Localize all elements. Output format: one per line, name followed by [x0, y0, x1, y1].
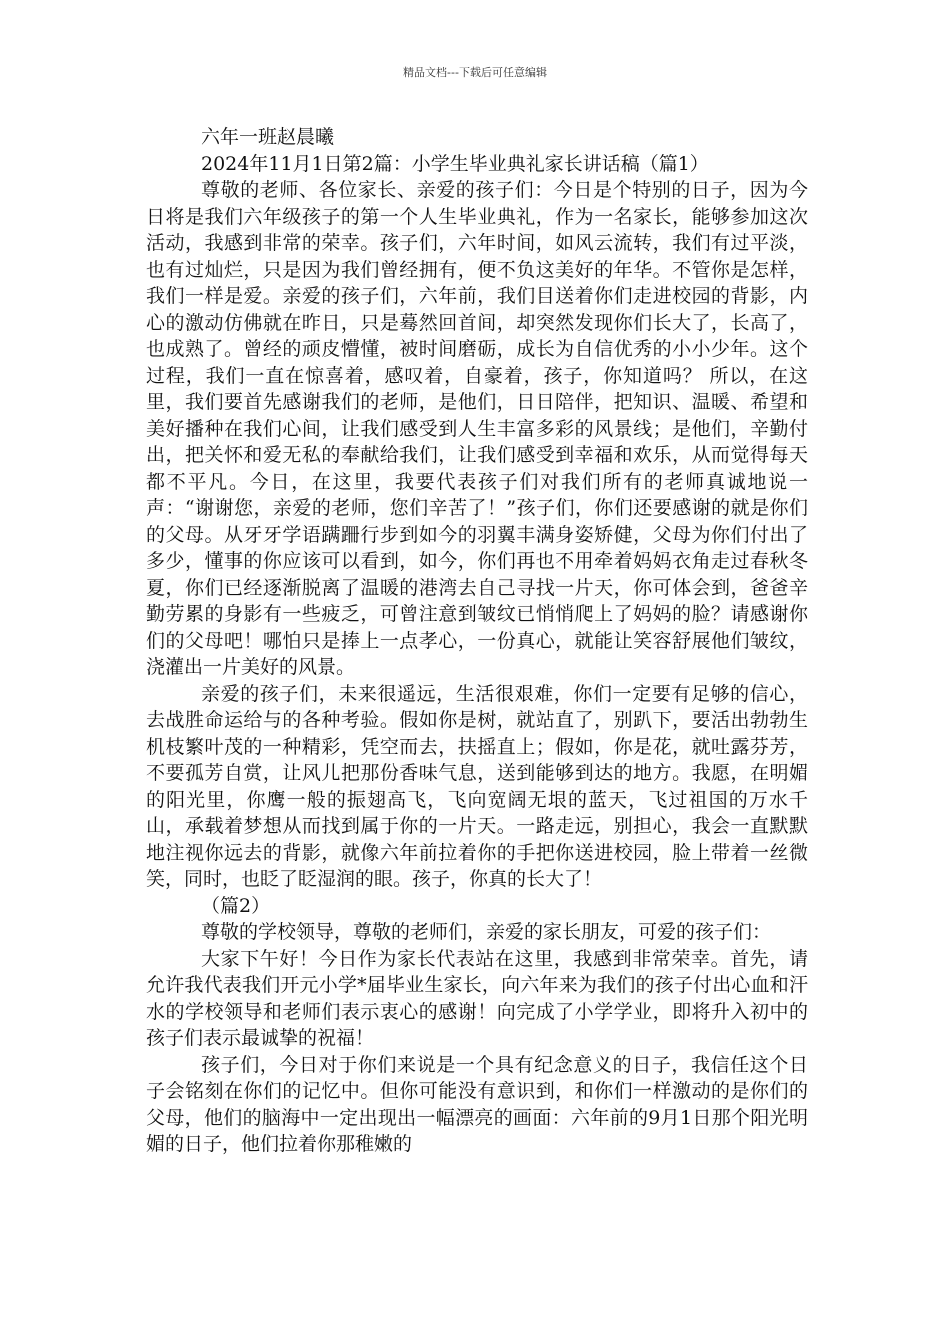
paragraph: 大家下午好！今日作为家长代表站在这里，我感到非常荣幸。首先，请允许我代表我们开元小学*届毕业生家长，向六年来为我们的孩子付出心血和汗水的学校领导和老师们表示衷心的感谢！向完成了小学学业，即将升入初中的孩子们表示最诚挚的祝福！	[146, 947, 808, 1049]
paragraph: 尊敬的老师、各位家长、亲爱的孩子们：今日是个特别的日子，因为今日将是我们六年级孩子的第一个人生毕业典礼，作为一名家长，能够参加这次活动，我感到非常的荣幸。孩子们，六年时间，如风云流转，我们有过平淡，也有过灿烂，只是因为我们曾经拥有，便不负这美好的年华。不管你是怎样，我们一样是爱。亲爱的孩子们，六年前，我们目送着你们走进校园的背影，内心的激动仿佛就在昨日，只是蓦然回首间，却突然发现你们长大了，长高了，也成熟了。曾经的顽皮懵懂，被时间磨砺，成长为自信优秀的小小少年。这个过程，我们一直在惊喜着，感叹着，自豪着，孩子，你知道吗？ 所以，在这里，我们要首先感谢我们的老师，是他们，日日陪伴，把知识、温暖、希望和美好播种在我们心间，让我们感受到人生丰富多彩的风景线；是他们，辛勤付出，把关怀和爱无私的奉献给我们，让我们感受到幸福和欢乐，从而觉得每天都不平凡。今日，在这里，我要代表孩子们对我们所有的老师真诚地说一声：“谢谢您，亲爱的老师，您们辛苦了！”孩子们，你们还要感谢的就是你们的父母。从牙牙学语蹒跚行步到如今的羽翼丰满身姿矫健，父母为你们付出了多少，懂事的你应该可以看到，如今，你们再也不用牵着妈妈衣角走过春秋冬夏，你们已经逐渐脱离了温暖的港湾去自己寻找一片天，你可体会到，爸爸辛勤劳累的身影有一些疲乏，可曾注意到皱纹已悄悄爬上了妈妈的脸？请感谢你们的父母吧！哪怕只是捧上一点孝心，一份真心，就能让笑容舒展他们皱纹，浇灌出一片美好的风景。	[146, 179, 808, 678]
author-line: 六年一班赵晨曦	[201, 126, 335, 148]
date-title-line: 2024年11月1日第2篇：小学生毕业典礼家长讲话稿（篇1）	[201, 152, 709, 175]
paragraph: 孩子们，今日对于你们来说是一个具有纪念意义的日子，我信任这个日子会铭刻在你们的记忆中。但你可能没有意识到，和你们一样激动的是你们的父母，他们的脑海中一定出现出一幅漂亮的画面：六年前的9月1日那个阳光明媚的日子，他们拉着你那稚嫩的	[146, 1053, 808, 1155]
paragraph: 亲爱的孩子们，未来很遥远，生活很艰难，你们一定要有足够的信心，去战胜命运给与的各种考验。假如你是树，就站直了，别趴下，要活出勃勃生机枝繁叶茂的一种精彩，凭空而去，扶摇直上；假如，你是花，就吐露芬芳，不要孤芳自赏，让风儿把那份香味气息，送到能够到达的地方。我愿，在明媚的阳光里，你鹰一般的振翅高飞，飞向宽阔无垠的蓝天，飞过祖国的万水千山，承载着梦想从而找到属于你的一片天。一路走远，别担心，我会一直默默地注视你远去的背影，就像六年前拉着你的手把你送进校园，脸上带着一丝微笑，同时，也眨了眨湿润的眼。孩子，你真的长大了！	[146, 682, 808, 890]
section-label: （篇2）	[201, 894, 271, 917]
paragraph: 尊敬的学校领导，尊敬的老师们，亲爱的家长朋友，可爱的孩子们：	[201, 921, 772, 943]
page-header: 精品文档---下载后可任意编辑	[403, 66, 547, 79]
document-body	[146, 124, 808, 1158]
